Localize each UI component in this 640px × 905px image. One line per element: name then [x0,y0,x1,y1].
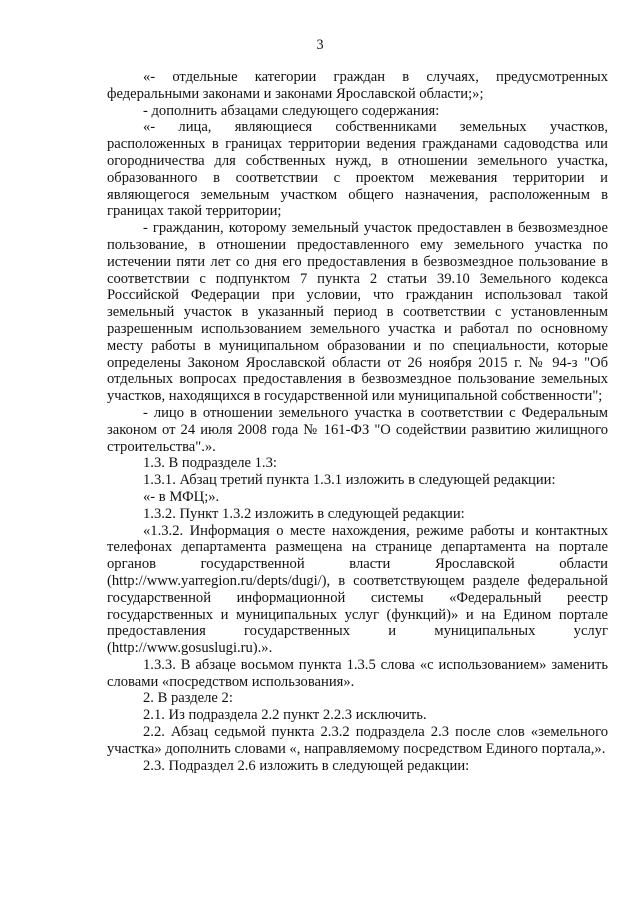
paragraph-4: - гражданин, которому земельный участок предоставлен в безвозмездное пользование, в отношении предоставленного ему земельного участка по истечении пяти лет со дня его предоставления в безвозмездное пользование в соответствии с подпунктом 7 пункта 2 статьи 39.10 Земельного кодекса Российской Федерации при условии, что гражданин использовал такой земельный участок в указанный период в соответствии с установленным разрешенным использованием земельного участка и работал по основному месту работы в муниципальном образовании и по специальности, которые определены Законом Ярославской области от 26 ноября 2015 г. № 94-з "Об отдельных вопросах предоставления в безвозмездное пользование земельных участков, находящихся в государственной или муниципальной собственности"; [107,220,608,405]
document-body [107,69,608,774]
paragraph-8: «- в МФЦ;». [143,488,220,505]
paragraph-5: - лицо в отношении земельного участка в соответствии с Федеральным законом от 24 июля 2008 года № 161-ФЗ "О содействии развитию жилищного строительства".». [107,404,608,455]
paragraph-9: 1.3.2. Пункт 1.3.2 изложить в следующей редакции: [143,505,465,522]
paragraph-14: 2.2. Абзац седьмой пункта 2.3.2 подраздела 2.3 после слов «земельного участка» дополнить словами «, направляемому посредством Единого портала,». [107,724,608,757]
page-number: 3 [316,37,324,53]
paragraph-12: 2. В разделе 2: [143,690,233,707]
paragraph-10: «1.3.2. Информация о месте нахождения, режиме работы и контактных телефонах департамента размещена на странице департамента на портале органов государственной власти Ярославской области (http://www.yarregion.ru/depts/dugi/), в соответствующем разделе федеральной государственной информационной системы «Федеральный реестр государственных и муниципальных услуг (функций)» и на Едином портале предоставления государственных и муниципальных услуг (http://www.gosuslugi.ru).». [107,522,608,657]
paragraph-6: 1.3. В подразделе 1.3: [143,455,277,472]
paragraph-7: 1.3.1. Абзац третий пункта 1.3.1 изложить в следующей редакции: [143,472,556,489]
paragraph-11: 1.3.3. В абзаце восьмом пункта 1.3.5 слова «с использованием» заменить словами «посредством использования». [107,656,608,690]
paragraph-1: «- отдельные категории граждан в случаях, предусмотренных федеральными законами и законами Ярославской области;»; [107,69,608,102]
paragraph-2: - дополнить абзацами следующего содержания: [143,102,440,119]
paragraph-15: 2.3. Подраздел 2.6 изложить в следующей редакции: [143,757,470,774]
paragraph-3: «- лица, являющиеся собственниками земельных участков, расположенных в границах территории ведения гражданами садоводства или огородничества для собственных нужд, в отношении земельного участка, образованного в соответствии с проектом межевания территории и являющегося земельным участком общего назначения, расположенным в границах такой территории; [107,119,608,220]
paragraph-13: 2.1. Из подраздела 2.2 пункт 2.2.3 исключить. [143,707,427,724]
